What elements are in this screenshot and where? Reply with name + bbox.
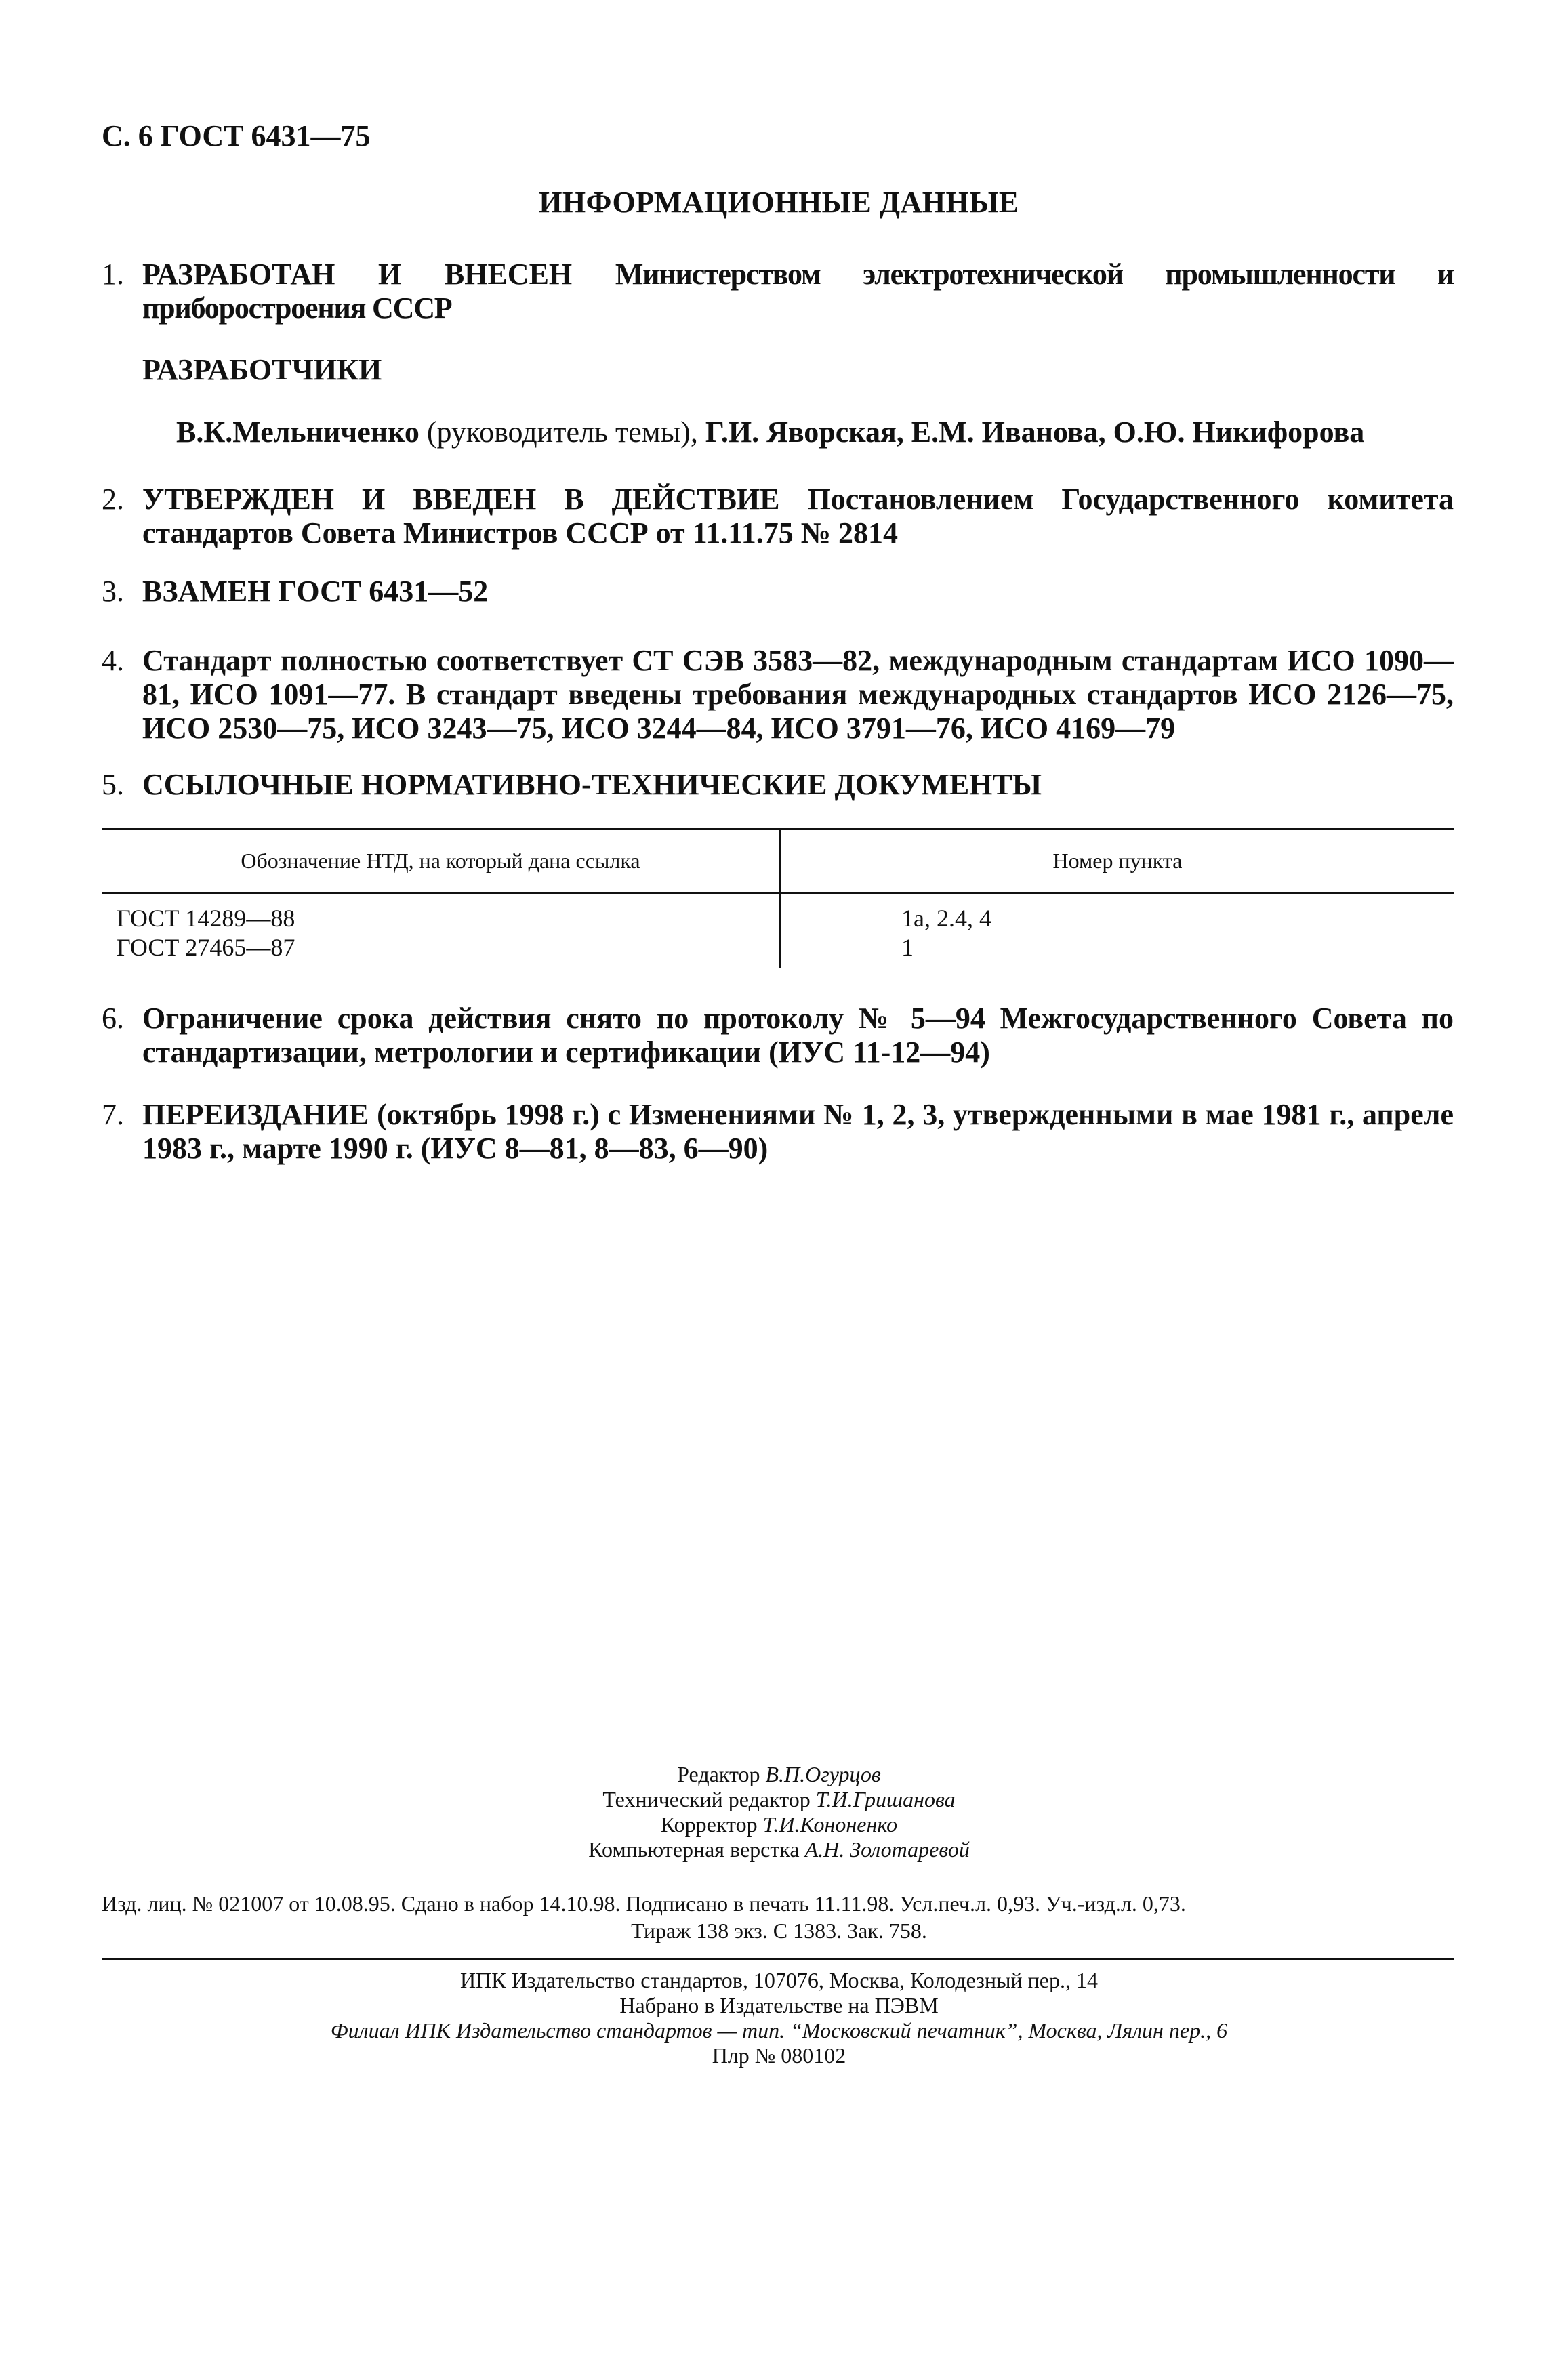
- item-number: 6.: [102, 1002, 124, 1035]
- info-item-6: [102, 1002, 1454, 1069]
- credit-name: Т.И.Кононенко: [762, 1812, 898, 1837]
- item-number: 3.: [102, 575, 124, 608]
- item-text: Министерством электротехнической промышленности и приборостроения СССР: [142, 258, 1454, 325]
- info-item-7: [102, 1098, 1454, 1166]
- table-header-rule: [102, 892, 1454, 894]
- item-lead: ВЗАМЕН ГОСТ 6431—52: [142, 575, 489, 608]
- developers-list: [176, 415, 1364, 449]
- table-cell-clause: 1а, 2.4, 4: [901, 905, 991, 932]
- credit-line: [0, 1812, 1558, 1837]
- info-item-2: [102, 483, 1454, 550]
- license-number: Плр № 080102: [712, 2043, 846, 2068]
- credit-name: А.Н. Золотаревой: [804, 1837, 970, 1862]
- credit-line: [0, 1787, 1558, 1812]
- publisher-address: ИПК Издательство стандартов, 107076, Москва, Колодезный пер., 14: [460, 1968, 1098, 1992]
- info-item-4: [102, 644, 1454, 745]
- credit-line: [0, 1762, 1558, 1787]
- credit-name: В.П.Огурцов: [765, 1762, 881, 1786]
- developer-role: (руководитель темы),: [426, 415, 698, 449]
- credit-name: Т.И.Гришанова: [815, 1787, 956, 1811]
- credit-role: Технический редактор: [602, 1787, 811, 1811]
- table-column-divider: [779, 828, 781, 968]
- table-top-rule: [102, 828, 1454, 830]
- item-lead: УТВЕРЖДЕН И ВВЕДЕН В ДЕЙСТВИЕ: [142, 483, 780, 516]
- credit-line: [0, 1837, 1558, 1862]
- developer-lead: В.К.Мельниченко: [176, 415, 419, 449]
- editorial-credits: [0, 1762, 1558, 1862]
- credit-role: Корректор: [660, 1812, 758, 1837]
- item-text: Стандарт полностью соответствует СТ СЭВ 3583—82, международным стандартам ИСО 1090—81, ИСО 1091—77. В стандарт введены требования международных стандартов ИСО 2126—75, ИСО 2530—75, ИСО 3243—75, ИСО 3244—84, ИСО 3791—76, ИСО 4169—79: [142, 644, 1454, 745]
- section-title: ИНФОРМАЦИОННЫЕ ДАННЫЕ: [539, 186, 1019, 219]
- table-header-clause: Номер пункта: [1052, 848, 1183, 873]
- item-text: Постановлением Государственного комитета стандартов Совета Министров СССР от 11.11.75 № 2814: [142, 483, 1454, 550]
- print-run: Тираж 138 экз. С 1383. Зак. 758.: [631, 1919, 927, 1943]
- table-cell-designation: ГОСТ 14289—88: [117, 905, 295, 932]
- credit-role: Редактор: [677, 1762, 760, 1786]
- item-text: Ограничение срока действия снято по протоколу № 5—94 Межгосударственного Совета по стандартизации, метрологии и сертификации (ИУС 11-12—94): [142, 1002, 1454, 1069]
- info-item-1: [102, 258, 1454, 325]
- item-text: (октябрь 1998 г.) с Изменениями № 1, 2, 3, утвержденными в мае 1981 г., апреле 1983 г., марте 1990 г. (ИУС 8—81, 8—83, 6—90): [142, 1098, 1454, 1165]
- item-number: 5.: [102, 768, 124, 801]
- item-number: 7.: [102, 1098, 124, 1131]
- table-header-designation: Обозначение НТД, на который дана ссылка: [241, 848, 640, 873]
- item-number: 4.: [102, 644, 124, 677]
- printing-branch: Филиал ИПК Издательство стандартов — тип. “Московский печатник”, Москва, Лялин пер., 6: [330, 2018, 1228, 2043]
- credit-role: Компьютерная верстка: [588, 1837, 800, 1862]
- imprint-rule: [102, 1958, 1454, 1960]
- table-cell-designation: ГОСТ 27465—87: [117, 934, 295, 961]
- developers-heading: РАЗРАБОТЧИКИ: [142, 353, 382, 386]
- imprint-details: Изд. лиц. № 021007 от 10.08.95. Сдано в набор 14.10.98. Подписано в печать 11.11.98. Усл.печ.л. 0,93. Уч.-изд.л. 0,73.: [102, 1891, 1186, 1916]
- item-number: 2.: [102, 483, 124, 516]
- table-cell-clause: 1: [901, 934, 914, 961]
- developer-others: Г.И. Яворская, Е.М. Иванова, О.Ю. Никифорова: [705, 415, 1365, 449]
- info-item-3: [102, 575, 1454, 609]
- publisher-block: [0, 1968, 1558, 2068]
- item-lead: РАЗРАБОТАН И ВНЕСЕН: [142, 258, 573, 291]
- item-number: 1.: [102, 258, 124, 291]
- item-lead: ССЫЛОЧНЫЕ НОРМАТИВНО-ТЕХНИЧЕСКИЕ ДОКУМЕНТЫ: [142, 768, 1042, 801]
- typeset-note: Набрано в Издательстве на ПЭВМ: [619, 1993, 939, 2017]
- item-lead: ПЕРЕИЗДАНИЕ: [142, 1098, 369, 1131]
- info-item-5: [102, 768, 1454, 802]
- page-header: С. 6 ГОСТ 6431—75: [102, 119, 371, 152]
